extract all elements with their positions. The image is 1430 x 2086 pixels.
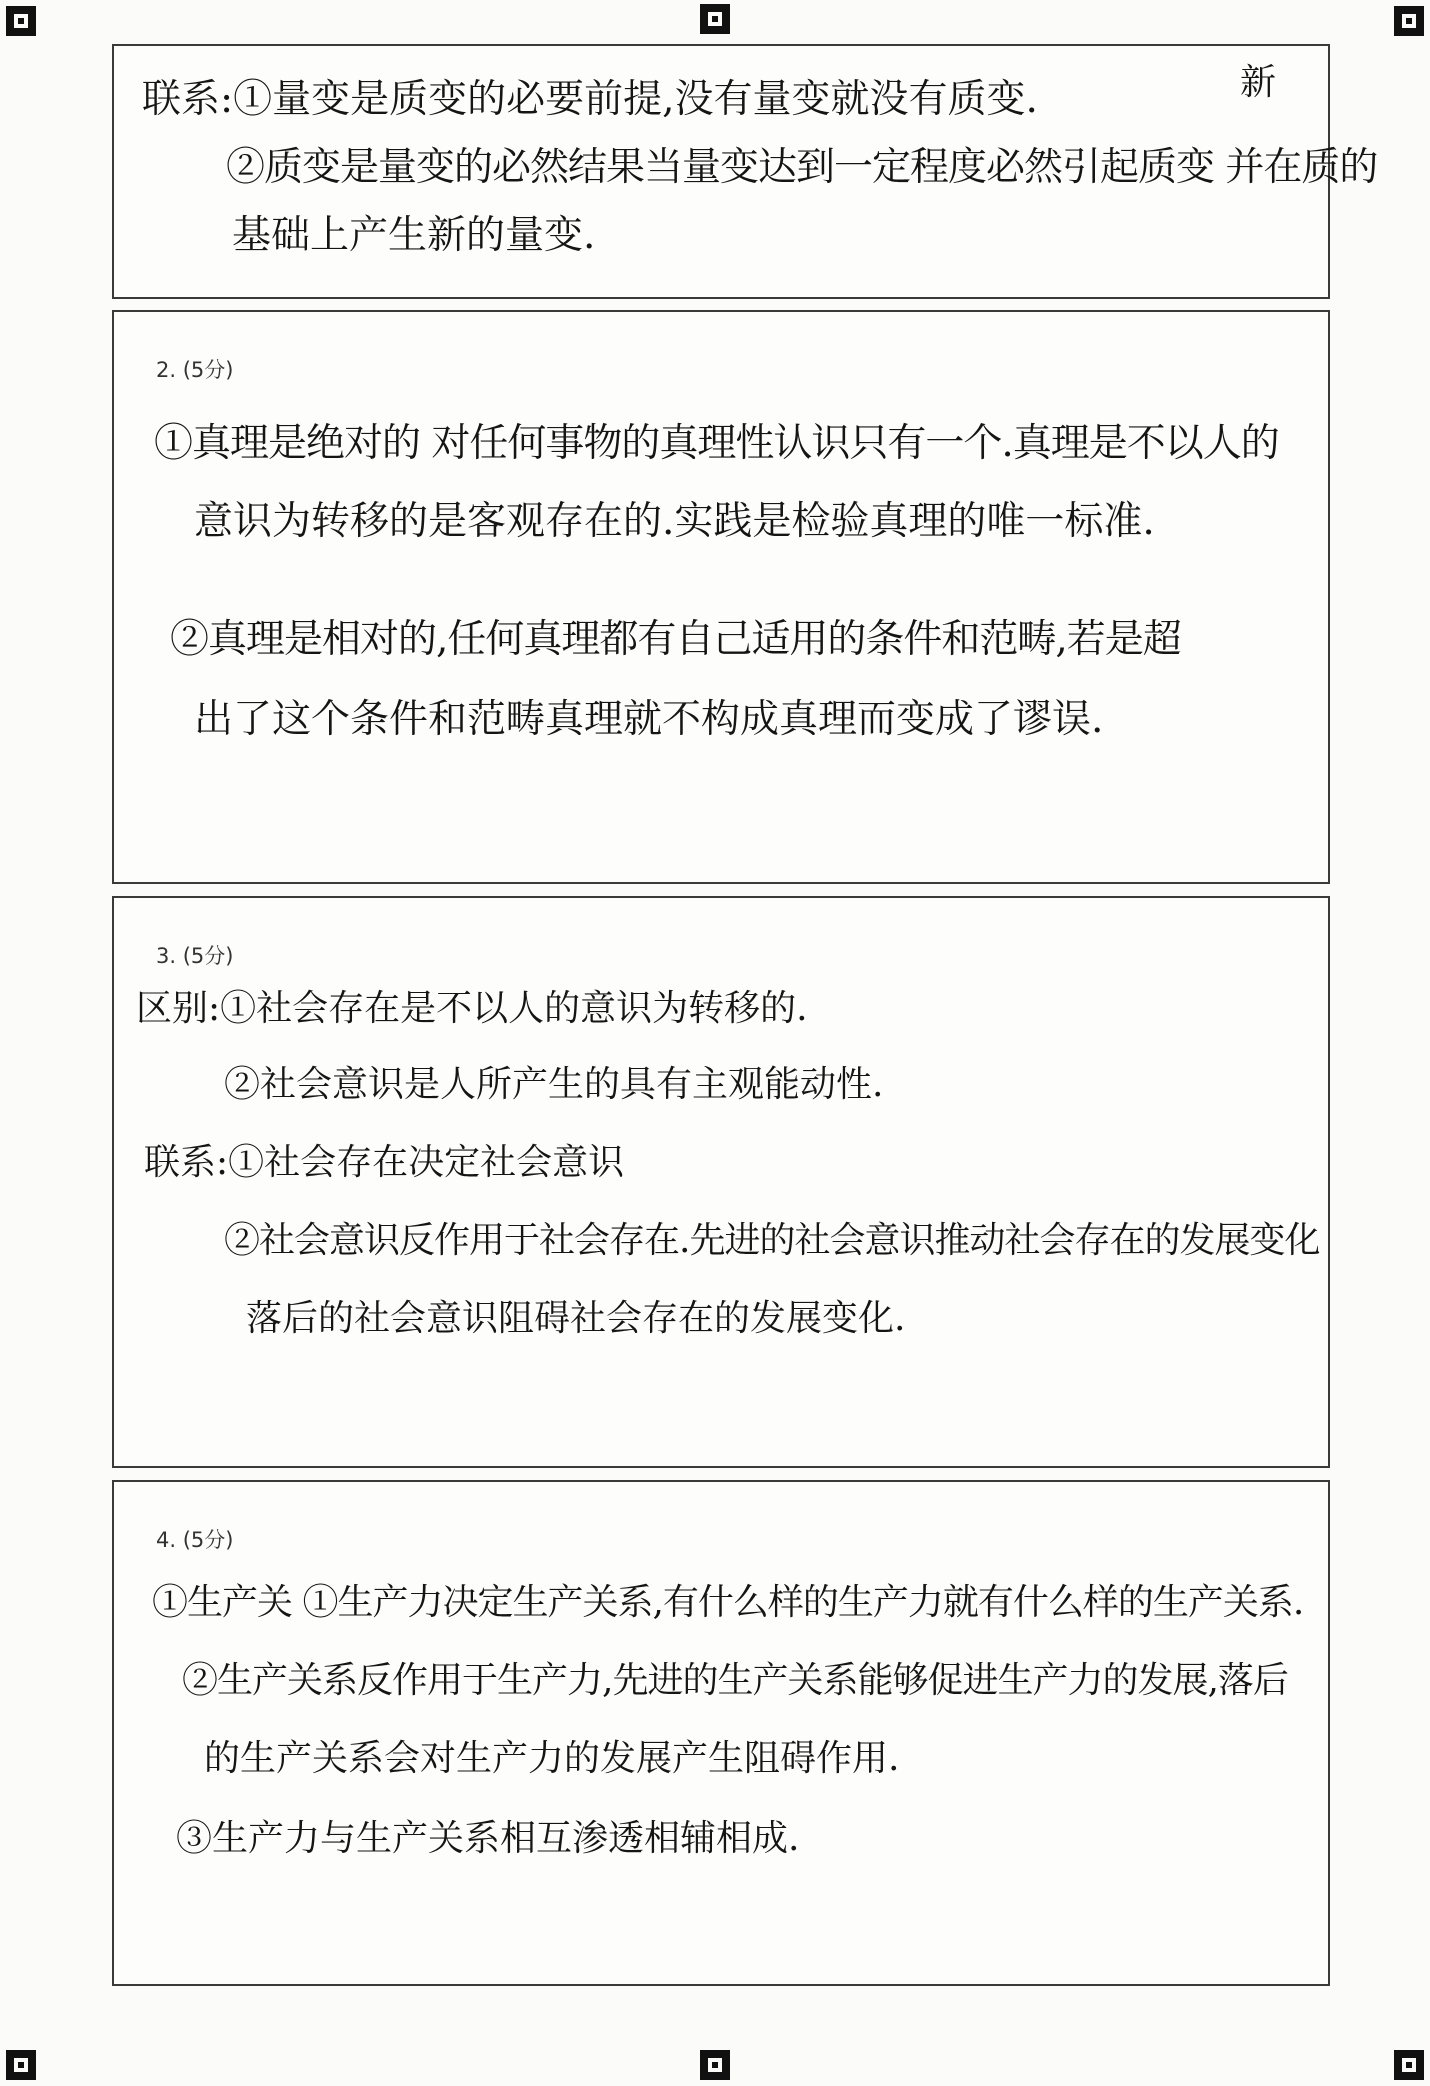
question-label: 3. (5分) xyxy=(156,944,234,968)
handwritten-line: 的生产关系会对生产力的发展产生阻碍作用. xyxy=(204,1738,900,1779)
registration-marker-top-right xyxy=(1394,6,1424,36)
handwritten-line: ②真理是相对的,任何真理都有自己适用的条件和范畴,若是超 xyxy=(170,617,1181,662)
handwritten-line: 区别:①社会存在是不以人的意识为转移的. xyxy=(136,988,808,1029)
handwritten-line: 出了这个条件和范畴真理就不构成真理而变成了谬误. xyxy=(194,697,1104,742)
handwritten-line: ①生产关 ①生产力决定生产关系,有什么样的生产力就有什么样的生产关系. xyxy=(152,1582,1304,1623)
answer-box-1 xyxy=(112,44,1378,299)
handwritten-line: ②社会意识反作用于社会存在.先进的社会意识推动社会存在的发展变化 xyxy=(224,1220,1320,1261)
handwritten-line: ②生产关系反作用于生产力,先进的生产关系能够促进生产力的发展,落后 xyxy=(182,1660,1288,1701)
handwritten-line: ①真理是绝对的 对任何事物的真理性认识只有一个.真理是不以人的 xyxy=(154,421,1279,466)
registration-marker-bottom-left xyxy=(6,2050,36,2080)
handwritten-line: 基础上产生新的量变. xyxy=(232,213,596,258)
handwritten-line: ③生产力与生产关系相互渗透相辅相成. xyxy=(176,1818,800,1859)
answer-box-4 xyxy=(112,1480,1330,1986)
registration-marker-bottom-right xyxy=(1394,2050,1424,2080)
registration-marker-top-center xyxy=(700,4,730,34)
handwritten-line: 意识为转移的是客观存在的.实践是检验真理的唯一标准. xyxy=(194,499,1155,544)
question-label: 2. (5分) xyxy=(156,358,234,382)
handwritten-line: 落后的社会意识阻碍社会存在的发展变化. xyxy=(246,1298,906,1339)
handwritten-insertion: 新 xyxy=(1240,62,1277,103)
registration-marker-top-left xyxy=(6,6,36,36)
handwritten-line: ②质变是量变的必然结果当量变达到一定程度必然引起质变 并在质的 xyxy=(226,145,1378,190)
question-label: 4. (5分) xyxy=(156,1528,234,1552)
handwritten-line: 联系:①社会存在决定社会意识 xyxy=(144,1142,625,1183)
answer-box-2 xyxy=(112,310,1330,884)
handwritten-line: ②社会意识是人所产生的具有主观能动性. xyxy=(224,1064,884,1105)
registration-marker-bottom-center xyxy=(700,2050,730,2080)
handwritten-line: 联系:①量变是质变的必要前提,没有量变就没有质变. xyxy=(142,77,1038,122)
answer-box-3 xyxy=(112,896,1330,1468)
